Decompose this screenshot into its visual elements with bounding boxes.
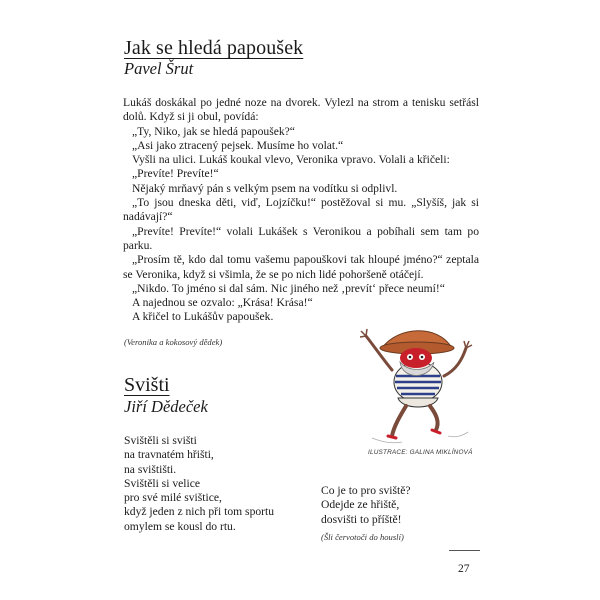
illustration-credit: ILUSTRACE: GALINA MIKLÍNOVÁ [368,449,473,456]
poem-line: na travnatém hřišti, [124,448,214,462]
story-paragraph: A najednou se ozvalo: „Krása! Krása!“ [132,296,313,310]
dancing-gnome-illustration [352,318,488,448]
poem-stanza-right [321,484,411,527]
poem-source: (Šli červotoči do houslí) [321,532,404,542]
story-paragraph: Vyšli na ulici. Lukáš koukal vlevo, Veronika vpravo. Volali a křičeli: [132,153,450,167]
story-title: Jak se hledá papoušek [124,37,304,59]
story-paragraph: „To jsou dneska děti, viď, Lojzíčku!“ postěžoval si mu. „Slyšíš, jak si nadávají?“ [123,196,479,224]
story-paragraph: „Prevíte! Prevíte!“ [132,167,219,181]
poem-line: dosvišti to příště! [321,512,402,526]
poem-line: pro své milé svištice, [124,491,222,505]
story-paragraph: Nějaký mrňavý pán s velkým psem na vodítku si odplivl. [132,181,398,195]
story-paragraph: „Prevíte! Prevíte!“ volali Lukášek s Veronikou a pobíhali sem tam po parku. [123,224,479,252]
story-paragraph: Lukáš doskákal po jedné noze na dvorek. Vylezl na strom a tenisku setřásl dolů. Když si ji obul, povídá: [123,96,479,124]
poem-title: Svišti [124,374,170,396]
story-paragraph: „Ty, Niko, jak se hledá papoušek?“ [132,124,295,138]
story-paragraph: „Asi jako ztracený pejsek. Musíme ho volat.“ [132,138,344,152]
story-paragraph: „Prosím tě, kdo dal tomu vašemu papouškovi tak hloupé jméno?“ zeptala se Veronika, když si všimla, že se po nich lidé pohoršeně otáčejí. [123,253,479,281]
page-number: 27 [458,563,470,575]
poem-line: na svištišti. [124,462,177,476]
poem-line: Odejde ze hřiště, [321,498,400,512]
poem-line: Svištěli si svišti [124,434,197,447]
story-source: (Veronika a kokosový dědek) [124,337,223,347]
poem-author: Jiří Dědeček [124,397,208,416]
poem-line: Co je to pro sviště? [321,484,411,497]
page-number-rule [449,550,480,551]
story-text [123,96,479,325]
poem-line: Svištěli si velice [124,476,200,490]
poem-line: když jeden z nich při tom sportu [124,505,275,519]
poem-line: omylem se kousl do rtu. [124,519,236,533]
story-paragraph: A křičel to Lukášův papoušek. [132,310,274,324]
story-paragraph: „Nikdo. To jméno si dal sám. Nic jiného než ‚prevít‘ přece neumí!“ [132,281,445,295]
poem-stanza-left [124,434,274,534]
story-author: Pavel Šrut [124,59,194,78]
